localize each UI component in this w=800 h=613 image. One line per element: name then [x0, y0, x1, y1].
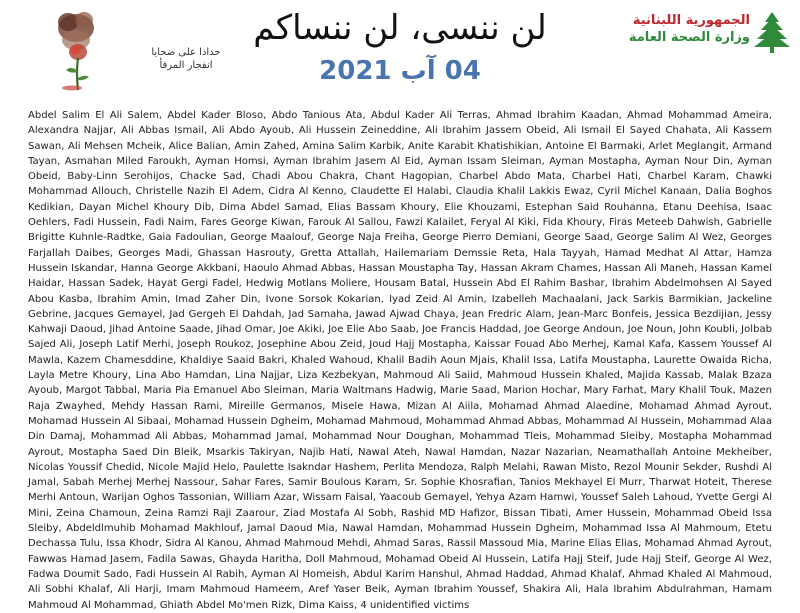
- memorial-emblem: [48, 6, 221, 92]
- cedar-icon: [752, 10, 792, 58]
- ministry-line1: الجمهورية اللبنانية: [632, 13, 750, 28]
- memorial-date: 04 آب 2021: [319, 56, 481, 86]
- victims-list: Abdel Salim El Ali Salem, Abdel Kader Bloso, Abdo Tanious Ata, Abdul Kader Ali Terras, Ahmad Ibrahim Kaadan, Ahmad Mohammad Ameira, Alexandra Najjar, Ali Abbas Ismail, Ali Abdo Ayoub, Ali Hussein Zeineddine, Ali Ibrahim Jassem Obeid, Ali Ismail El Sayed Chahata, Ali Kassem Sawan, Ali Mehsen Mcheik, Alice Balian, Amin Zahed, Amina Salim Karbik, Anite Karabit Khatishikian, Antoine El Barmaki, Arlet Meglangit, Armand Tayan, Asmahan Miled Faroukh, Ayman Homsi, Ayman Ibrahim Jasem Al Eid, Ayman Issam Sleiman, Ayman Mostapha, Ayman Nour Din, Ayman Obeid, Baby-Linn Serohijos, Chacke Sad, Chadi Abou Chakra, Chant Hagopian, Charbel Abdo Mata, Charbel Hati, Charbel Karam, Chawki Mohammad Allouch, Christelle Nazih El Adem, Cidra Al Kenno, Claudette El Halabi, Claudia Khalil Lakkis Ewaz, Cyril Michel Kanaan, Dalia Boghos Kedikian, Dayan Michel Khoury Dib, Dima Abdel Samad, Elias Bassam Khoury, Elie Khouzami, Estephan Said Rouhanna, Etanu Deehisa, Isaac Oehlers, Fadi Hussein, Fadi Naim, Fares George Kiwan, Farouk Al Sallou, Fawzi Kalailet, Feryal Al Kiki, Fida Khoury, Firas Meteeb Dahwish, Gabrielle Brigitte Kuhnle-Radtke, Gaia Fadoulian, George Maalouf, George Naja Freiha, George Pierro Demiani, George Saad, George Salim Al Wez, Georges Farjallah Daibes, Georges Madi, Ghassan Hasrouty, Gretta Attallah, Hailemariam Demssie Reta, Hala Tayyah, Hamad Medhat Al Attar, Hamza Hussein Iskandar, Hanna George Akkbani, Haoulo Ahmad Abbas, Hassan Moustapha Tay, Hassan Akram Chames, Hassan Ali Maneh, Hassan Kamel Haidar, Hassan Sadek, Hayat Gergi Fadel, Hedwig Motlans Moliere, Housam Batal, Hussein Abd El Rahim Bashar, Ibrahim Abdelmohsen Al Sayed Abou Kasba, Ibrahim Amin, Imad Zaher Din, Ivone Sorsok Kokarian, Iyad Zeid Al Amin, Izabelleh Machaalani, Jack Sarkis Barmikian, Jackeline Gebrine, Jacques Gemayel, Jad Gergeh El Dahdah, Jad Samaha, Jawad Ajwad Chaya, Jean Fredric Alam, Jean-Marc Bonfeis, Jessica Bezdijian, Jessy Kahwaji Daoud, Jihad Antoine Saade, Jihad Omar, Joe Akiki, Joe Elie Abo Saab, Joe Francis Haddad, Joe George Andoun, Joe Noun, John Koubli, Jolbab Sajed Ali, Joseph Latif Merhi, Joseph Roukoz, Josephine Abou Zeid, Joud Hajj Mostapha, Kaissar Fouad Abo Merhej, Kamal Kafa, Kassem Youssef Al Mawla, Kazem Chamesddine, Khaldiye Saaid Bakri, Khaled Wahoud, Khalil Badih Aoun Mjais, Khalil Issa, Latifa Moustapha, Laurette Owaida Richa, Layla Metre Khoury, Lina Abo Hamdan, Lina Najjar, Liza Kezbekyan, Mahmoud Ali Saiid, Mahmoud Hussein Khaled, Majida Kassab, Malak Bzaza Ayoub, Margot Tabbal, Maria Pia Emanuel Abo Sleiman, Maria Waltmans Hadwig, Marie Saad, Marion Hochar, Mary Farhat, Mary Khalil Touk, Mazen Raja Zwayhed, Mehdy Hassan Rami, Mireille Germanos, Misele Hawa, Mizan Al Aiila, Mohamad Ahmad Alaedine, Mohamad Ahmad Ayrout, Mohamad Hussein Al Sibaai, Mohamad Hussein Dgheim, Mohamad Mahmoud, Mohammad Ahmad Abbas, Mohammad Al Hussein, Mohammad Alaa Din Damaj, Mohammad Ali Abbas, Mohammad Jamal, Mohammad Nour Doughan, Mohammad Tleis, Mohammad Sleiby, Mostapha Mohammad Ayrout, Mostapha Saed Din Bleik, Msarkis Takiryan, Najib Hati, Nawal Ateh, Nawal Hamdan, Nazar Nazarian, Neamathallah Antoine Mekheiber, Nicolas Youssif Chedid, Nicole Majid Helo, Paulette Isakndar Hashem, Perlita Mendoza, Ralph Melahi, Rawan Misto, Rezol Mounir Sekder, Rushdi Al Jamal, Sabah Merhej Merhej Nassour, Sahar Fares, Samir Boulous Karam, Sr. Sophie Khosrafian, Tanios Mekhayel El Murr, Tharwat Hoteit, Therese Merhi Antoun, Warijan Oghos Tassonian, William Azar, Wissam Faisal, Yaacoub Gemayel, Yehya Azam Hamwi, Youssef Saleh Lahoud, Yvette Gergi Al Mini, Zeina Chamoun, Zeina Ramzi Raji Zaarour, Ziad Mostafa Al Sobh, Rashid MD Hafizor, Bissan Tibati, Amer Hussein, Mohammad Obeid Issa Sleiby, Abdeldlmuhib Mohamad Makhlouf, Jamal Daoud Mia, Nawal Hamdan, Mohammad Hussein Dgheim, Mohammad Issa Al Mahmoum, Etetu Dechassa Tulu, Issa Khodr, Sidra Al Kanou, Ahmad Mahmoud Mehdi, Ahmad Saras, Rassil Massoud Mia, Marine Elias Elias, Mohamad Ahmad Ayrout, Fawwas Hamad Jasem, Fadila Sawas, Ghayda Haritha, Doll Mahmoud, Mohamad Obeid Al Hussein, Latifa Hajj Steif, Jude Hajj Steif, George Al Wez, Fadwa Doumit Sado, Fadi Hussein Al Rabih, Ayman Al Homeish, Abdul Karim Hanshul, Ahmad Haddad, Ahmad Khalaf, Ahmad Khaled Al Mahmoud, Ali Sobhi Khalaf, Ali Harji, Imam Mahmoud Hameem, Aref Yaser Beik, Ayman Ibrahim Youssef, Shakira Ali, Hala Ibrahim Abdulrahman, Hamam Mahmoud Al Mohammad, Ghiath Abdel Mo'men Rizk, Dima Kaiss, 4 unidentified victims: [28, 110, 772, 611]
- page-title: لن ننسى، لن ننساكم: [253, 8, 547, 48]
- ministry-line2: وزارة الصحة العامة: [628, 30, 750, 45]
- emblem-caption-line2: انفجار المرفأ: [159, 60, 213, 71]
- ministry-name: [618, 12, 750, 46]
- emblem-caption-line1: حدادا على ضحايا: [151, 47, 221, 58]
- memorial-header: [0, 0, 800, 100]
- smoke-rose-emblem-icon: [48, 6, 128, 96]
- emblem-caption: [136, 46, 236, 72]
